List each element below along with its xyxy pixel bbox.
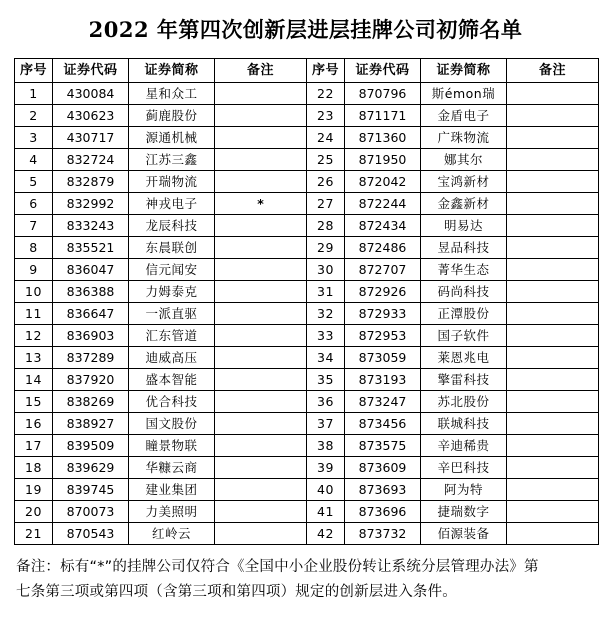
cell-note-left: * (215, 193, 307, 215)
cell-code-right: 871171 (345, 105, 421, 127)
cell-name-left: 神戎电子 (129, 193, 215, 215)
table-row (15, 171, 599, 193)
cell-note-left (215, 127, 307, 149)
cell-code-left: 839509 (53, 435, 129, 457)
table-row (15, 347, 599, 369)
cell-seq-right: 25 (307, 149, 345, 171)
cell-seq-right: 32 (307, 303, 345, 325)
table-row (15, 215, 599, 237)
cell-name-left: 龙辰科技 (129, 215, 215, 237)
company-list-table (14, 58, 599, 545)
cell-seq-left: 1 (15, 83, 53, 105)
cell-code-right: 872434 (345, 215, 421, 237)
cell-seq-right: 27 (307, 193, 345, 215)
cell-name-left: 蓟鹿股份 (129, 105, 215, 127)
cell-name-left: 江苏三鑫 (129, 149, 215, 171)
cell-seq-right: 34 (307, 347, 345, 369)
cell-note-left (215, 391, 307, 413)
cell-note-left (215, 149, 307, 171)
cell-name-right: 宝鸿新材 (421, 171, 507, 193)
table-row (15, 435, 599, 457)
cell-code-left: 833243 (53, 215, 129, 237)
cell-note-left (215, 215, 307, 237)
cell-name-right: 辛迪稀贵 (421, 435, 507, 457)
cell-note-left (215, 369, 307, 391)
page-title: 2022 年第四次创新层进层挂牌公司初筛名单 (88, 17, 523, 42)
table-row (15, 325, 599, 347)
table-body (15, 83, 599, 545)
cell-seq-left: 15 (15, 391, 53, 413)
cell-code-left: 837289 (53, 347, 129, 369)
table-row (15, 391, 599, 413)
cell-note-left (215, 171, 307, 193)
cell-note-right (507, 259, 599, 281)
cell-name-left: 汇东管道 (129, 325, 215, 347)
cell-seq-right: 33 (307, 325, 345, 347)
cell-code-right: 872244 (345, 193, 421, 215)
column-header-name-left: 证券简称 (129, 59, 215, 83)
cell-name-right: 苏北股份 (421, 391, 507, 413)
cell-seq-right: 35 (307, 369, 345, 391)
cell-note-right (507, 193, 599, 215)
cell-note-right (507, 501, 599, 523)
cell-seq-left: 2 (15, 105, 53, 127)
cell-seq-left: 18 (15, 457, 53, 479)
cell-seq-left: 6 (15, 193, 53, 215)
cell-note-left (215, 501, 307, 523)
cell-name-left: 星和众工 (129, 83, 215, 105)
cell-name-right: 金鑫新材 (421, 193, 507, 215)
table-row (15, 479, 599, 501)
cell-note-left (215, 523, 307, 545)
cell-name-left: 一派直驱 (129, 303, 215, 325)
cell-code-left: 430623 (53, 105, 129, 127)
cell-code-left: 836047 (53, 259, 129, 281)
cell-code-right: 873732 (345, 523, 421, 545)
column-header-note-right: 备注 (507, 59, 599, 83)
cell-seq-left: 14 (15, 369, 53, 391)
cell-name-left: 国文股份 (129, 413, 215, 435)
cell-seq-right: 28 (307, 215, 345, 237)
cell-seq-right: 42 (307, 523, 345, 545)
cell-code-left: 832724 (53, 149, 129, 171)
cell-note-left (215, 479, 307, 501)
cell-seq-left: 13 (15, 347, 53, 369)
table-row (15, 83, 599, 105)
cell-note-left (215, 325, 307, 347)
cell-code-right: 873059 (345, 347, 421, 369)
cell-note-right (507, 171, 599, 193)
footnote-line-1: 备注：标有“*”的挂牌公司仅符合《全国中小企业股份转让系统分层管理办法》第 (16, 559, 539, 575)
cell-note-left (215, 303, 307, 325)
cell-seq-right: 24 (307, 127, 345, 149)
cell-note-left (215, 457, 307, 479)
table-row (15, 259, 599, 281)
cell-note-right (507, 369, 599, 391)
cell-name-right: 国子软件 (421, 325, 507, 347)
cell-seq-left: 11 (15, 303, 53, 325)
cell-seq-left: 5 (15, 171, 53, 193)
table-row (15, 105, 599, 127)
cell-seq-left: 17 (15, 435, 53, 457)
cell-code-right: 873456 (345, 413, 421, 435)
cell-name-left: 力美照明 (129, 501, 215, 523)
cell-name-right: 斯émon瑞 (421, 83, 507, 105)
cell-code-left: 835521 (53, 237, 129, 259)
cell-code-right: 870796 (345, 83, 421, 105)
column-header-seq-right: 序号 (307, 59, 345, 83)
cell-name-right: 正潭股份 (421, 303, 507, 325)
cell-note-right (507, 105, 599, 127)
cell-name-left: 信元闻安 (129, 259, 215, 281)
cell-name-right: 明易达 (421, 215, 507, 237)
cell-seq-right: 22 (307, 83, 345, 105)
cell-code-left: 832992 (53, 193, 129, 215)
cell-note-left (215, 413, 307, 435)
cell-name-right: 金盾电子 (421, 105, 507, 127)
column-header-code-right: 证券代码 (345, 59, 421, 83)
cell-name-right: 娜其尔 (421, 149, 507, 171)
table-row (15, 413, 599, 435)
table-row (15, 523, 599, 545)
cell-code-left: 837920 (53, 369, 129, 391)
cell-note-left (215, 259, 307, 281)
cell-seq-left: 16 (15, 413, 53, 435)
cell-name-left: 华糠云商 (129, 457, 215, 479)
cell-note-right (507, 457, 599, 479)
table-row (15, 237, 599, 259)
footnote (16, 555, 595, 605)
cell-code-right: 872926 (345, 281, 421, 303)
cell-code-right: 873247 (345, 391, 421, 413)
cell-code-right: 872042 (345, 171, 421, 193)
cell-note-left (215, 347, 307, 369)
cell-name-right: 擎雷科技 (421, 369, 507, 391)
cell-code-left: 838269 (53, 391, 129, 413)
cell-seq-right: 41 (307, 501, 345, 523)
cell-note-right (507, 435, 599, 457)
cell-note-right (507, 127, 599, 149)
cell-name-right: 菁华生态 (421, 259, 507, 281)
cell-code-left: 832879 (53, 171, 129, 193)
cell-seq-right: 30 (307, 259, 345, 281)
cell-code-right: 871360 (345, 127, 421, 149)
cell-seq-left: 20 (15, 501, 53, 523)
cell-code-right: 872933 (345, 303, 421, 325)
cell-code-right: 872953 (345, 325, 421, 347)
cell-name-left: 瞳景物联 (129, 435, 215, 457)
cell-note-right (507, 325, 599, 347)
cell-code-right: 873575 (345, 435, 421, 457)
cell-code-left: 870543 (53, 523, 129, 545)
cell-seq-right: 38 (307, 435, 345, 457)
cell-note-right (507, 391, 599, 413)
cell-seq-left: 10 (15, 281, 53, 303)
cell-note-right (507, 83, 599, 105)
cell-name-right: 阿为特 (421, 479, 507, 501)
cell-name-right: 昱品科技 (421, 237, 507, 259)
cell-code-left: 430084 (53, 83, 129, 105)
cell-code-right: 873696 (345, 501, 421, 523)
column-header-name-right: 证券简称 (421, 59, 507, 83)
cell-note-right (507, 281, 599, 303)
table-header-row (15, 59, 599, 83)
cell-seq-right: 31 (307, 281, 345, 303)
cell-seq-left: 4 (15, 149, 53, 171)
cell-code-left: 430717 (53, 127, 129, 149)
cell-seq-left: 3 (15, 127, 53, 149)
table-row (15, 369, 599, 391)
cell-seq-right: 29 (307, 237, 345, 259)
cell-name-right: 莱恩兆电 (421, 347, 507, 369)
cell-note-right (507, 237, 599, 259)
cell-name-right: 码尚科技 (421, 281, 507, 303)
cell-code-right: 871950 (345, 149, 421, 171)
cell-code-left: 870073 (53, 501, 129, 523)
cell-name-right: 联城科技 (421, 413, 507, 435)
cell-name-left: 建业集团 (129, 479, 215, 501)
cell-code-left: 839745 (53, 479, 129, 501)
cell-note-left (215, 281, 307, 303)
column-header-note-left: 备注 (215, 59, 307, 83)
cell-note-left (215, 105, 307, 127)
cell-name-left: 红岭云 (129, 523, 215, 545)
cell-name-left: 迪威高压 (129, 347, 215, 369)
cell-seq-left: 9 (15, 259, 53, 281)
table-row (15, 127, 599, 149)
cell-seq-left: 8 (15, 237, 53, 259)
cell-seq-right: 23 (307, 105, 345, 127)
table-row (15, 281, 599, 303)
cell-note-left (215, 83, 307, 105)
cell-code-right: 872486 (345, 237, 421, 259)
cell-name-left: 开瑞物流 (129, 171, 215, 193)
column-header-seq-left: 序号 (15, 59, 53, 83)
cell-note-right (507, 523, 599, 545)
table-row (15, 149, 599, 171)
cell-seq-right: 37 (307, 413, 345, 435)
cell-name-left: 东晨联创 (129, 237, 215, 259)
cell-name-right: 佰源装备 (421, 523, 507, 545)
table-row (15, 457, 599, 479)
cell-name-right: 辛巴科技 (421, 457, 507, 479)
cell-code-right: 873193 (345, 369, 421, 391)
table-row (15, 303, 599, 325)
cell-note-right (507, 413, 599, 435)
cell-note-left (215, 237, 307, 259)
cell-code-right: 873693 (345, 479, 421, 501)
cell-name-left: 盛本智能 (129, 369, 215, 391)
cell-note-right (507, 479, 599, 501)
cell-seq-left: 19 (15, 479, 53, 501)
cell-note-right (507, 303, 599, 325)
cell-note-right (507, 149, 599, 171)
cell-note-left (215, 435, 307, 457)
table-row (15, 193, 599, 215)
cell-name-right: 捷瑞数字 (421, 501, 507, 523)
cell-note-right (507, 347, 599, 369)
cell-code-left: 836388 (53, 281, 129, 303)
cell-seq-right: 26 (307, 171, 345, 193)
cell-code-left: 836647 (53, 303, 129, 325)
cell-code-left: 836903 (53, 325, 129, 347)
cell-name-left: 优合科技 (129, 391, 215, 413)
cell-seq-right: 40 (307, 479, 345, 501)
cell-seq-left: 21 (15, 523, 53, 545)
footnote-line-2: 七条第三项或第四项（含第三项和第四项）规定的创新层进入条件。 (16, 584, 457, 600)
cell-seq-left: 12 (15, 325, 53, 347)
cell-seq-right: 39 (307, 457, 345, 479)
cell-note-right (507, 215, 599, 237)
cell-code-left: 838927 (53, 413, 129, 435)
cell-code-right: 872707 (345, 259, 421, 281)
table-row (15, 501, 599, 523)
cell-name-left: 力姆泰克 (129, 281, 215, 303)
cell-name-left: 源通机械 (129, 127, 215, 149)
cell-seq-left: 7 (15, 215, 53, 237)
cell-name-right: 广珠物流 (421, 127, 507, 149)
cell-seq-right: 36 (307, 391, 345, 413)
column-header-code-left: 证券代码 (53, 59, 129, 83)
cell-code-right: 873609 (345, 457, 421, 479)
cell-code-left: 839629 (53, 457, 129, 479)
